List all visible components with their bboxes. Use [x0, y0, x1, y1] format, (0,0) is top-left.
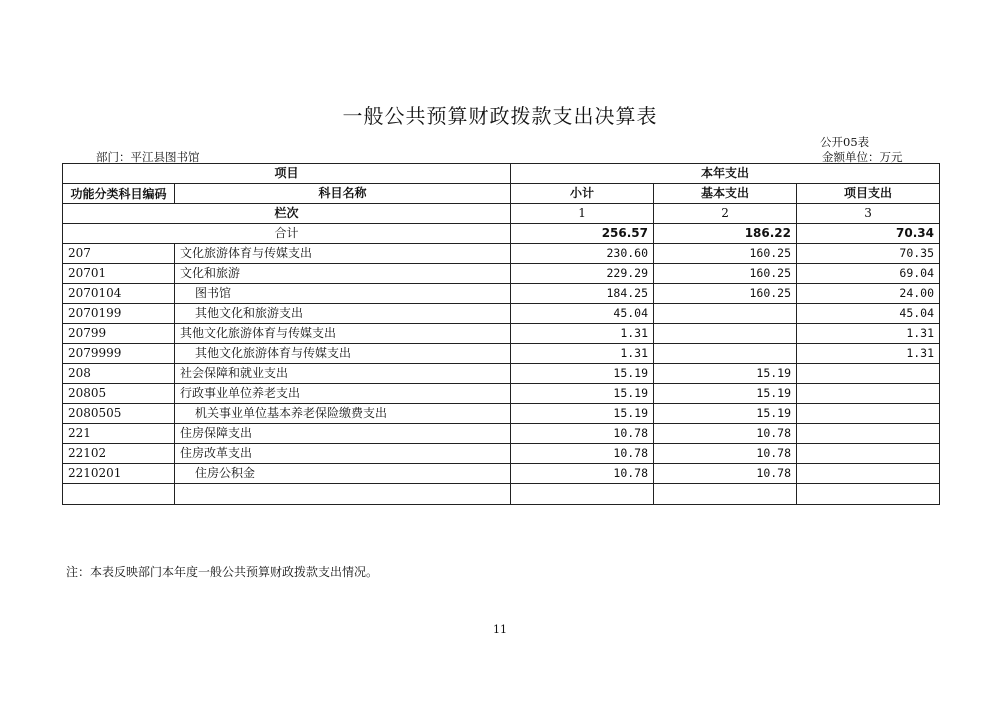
- row-name: 文化和旅游: [175, 264, 511, 284]
- row-name: 社会保障和就业支出: [175, 364, 511, 384]
- row-code: 20805: [63, 384, 175, 404]
- empty-cell: [63, 484, 175, 505]
- row-subtotal: 230.60: [511, 244, 654, 264]
- form-number: 公开05表: [820, 135, 870, 149]
- row-subtotal: 10.78: [511, 444, 654, 464]
- row-code: 2210201: [63, 464, 175, 484]
- row-basic: 15.19: [654, 404, 797, 424]
- row-name: 住房公积金: [175, 464, 511, 484]
- row-basic: [654, 324, 797, 344]
- row-project: 24.00: [797, 284, 940, 304]
- empty-cell: [654, 484, 797, 505]
- row-basic: 10.78: [654, 424, 797, 444]
- table-row: [63, 384, 940, 404]
- header-subtotal: 小计: [511, 184, 654, 204]
- row-name: 文化旅游体育与传媒支出: [175, 244, 511, 264]
- total-label: 合计: [63, 224, 511, 244]
- row-code: 207: [63, 244, 175, 264]
- table-row: [63, 404, 940, 424]
- col-index-1: 1: [511, 204, 654, 224]
- row-code: 208: [63, 364, 175, 384]
- empty-cell: [511, 484, 654, 505]
- table-row: [63, 464, 940, 484]
- row-basic: [654, 344, 797, 364]
- empty-row: [63, 484, 940, 505]
- header-row-2: [63, 184, 940, 204]
- page-title: 一般公共预算财政拨款支出决算表: [342, 104, 658, 128]
- column-label: 栏次: [63, 204, 511, 224]
- table-row: [63, 264, 940, 284]
- table-row: [63, 444, 940, 464]
- row-subtotal: 10.78: [511, 424, 654, 444]
- empty-cell: [797, 484, 940, 505]
- row-subtotal: 1.31: [511, 344, 654, 364]
- row-name: 图书馆: [175, 284, 511, 304]
- row-subtotal: 45.04: [511, 304, 654, 324]
- row-code: 2080505: [63, 404, 175, 424]
- row-name: 行政事业单位养老支出: [175, 384, 511, 404]
- table-note: 注：本表反映部门本年度一般公共预算财政拨款支出情况。: [66, 565, 379, 579]
- row-basic: 10.78: [654, 444, 797, 464]
- table-row: [63, 284, 940, 304]
- department-label: 部门：平江县图书馆: [96, 150, 200, 164]
- row-subtotal: 229.29: [511, 264, 654, 284]
- expenditure-table: [62, 163, 940, 505]
- row-project: [797, 384, 940, 404]
- row-code: 22102: [63, 444, 175, 464]
- table-row: [63, 244, 940, 264]
- row-name: 住房改革支出: [175, 444, 511, 464]
- header-subject-name: 科目名称: [175, 184, 511, 204]
- row-basic: 160.25: [654, 264, 797, 284]
- header-basic: 基本支出: [654, 184, 797, 204]
- row-basic: 160.25: [654, 284, 797, 304]
- row-project: 1.31: [797, 324, 940, 344]
- row-project: 70.35: [797, 244, 940, 264]
- row-subtotal: 1.31: [511, 324, 654, 344]
- table-row: [63, 304, 940, 324]
- row-name: 其他文化和旅游支出: [175, 304, 511, 324]
- row-basic: 10.78: [654, 464, 797, 484]
- row-name: 其他文化旅游体育与传媒支出: [175, 324, 511, 344]
- row-code: 20799: [63, 324, 175, 344]
- row-subtotal: 15.19: [511, 404, 654, 424]
- row-subtotal: 15.19: [511, 384, 654, 404]
- row-code: 2079999: [63, 344, 175, 364]
- row-subtotal: 15.19: [511, 364, 654, 384]
- header-current-year: 本年支出: [511, 164, 940, 184]
- table-row: [63, 344, 940, 364]
- column-index-row: [63, 204, 940, 224]
- row-code: 221: [63, 424, 175, 444]
- page-number: 11: [493, 623, 507, 636]
- row-basic: 15.19: [654, 384, 797, 404]
- row-name: 其他文化旅游体育与传媒支出: [175, 344, 511, 364]
- row-project: [797, 464, 940, 484]
- row-project: 45.04: [797, 304, 940, 324]
- header-project: 项目支出: [797, 184, 940, 204]
- row-basic: [654, 304, 797, 324]
- row-code: 20701: [63, 264, 175, 284]
- table-row: [63, 324, 940, 344]
- row-project: [797, 364, 940, 384]
- table-row: [63, 424, 940, 444]
- row-basic: 15.19: [654, 364, 797, 384]
- total-basic: 186.22: [654, 224, 797, 244]
- col-index-3: 3: [797, 204, 940, 224]
- row-code: 2070199: [63, 304, 175, 324]
- row-project: 69.04: [797, 264, 940, 284]
- table-row: [63, 364, 940, 384]
- total-project: 70.34: [797, 224, 940, 244]
- header-row-1: [63, 164, 940, 184]
- row-subtotal: 10.78: [511, 464, 654, 484]
- total-row: [63, 224, 940, 244]
- row-project: [797, 424, 940, 444]
- amount-unit-label: 金额单位：万元: [822, 150, 903, 164]
- row-name: 住房保障支出: [175, 424, 511, 444]
- row-project: 1.31: [797, 344, 940, 364]
- row-project: [797, 404, 940, 424]
- row-subtotal: 184.25: [511, 284, 654, 304]
- row-project: [797, 444, 940, 464]
- header-func-code: 功能分类科目编码: [70, 186, 167, 201]
- row-code: 2070104: [63, 284, 175, 304]
- empty-cell: [175, 484, 511, 505]
- total-subtotal: 256.57: [511, 224, 654, 244]
- row-name: 机关事业单位基本养老保险缴费支出: [175, 404, 511, 424]
- col-index-2: 2: [654, 204, 797, 224]
- header-item: 项目: [63, 164, 511, 184]
- row-basic: 160.25: [654, 244, 797, 264]
